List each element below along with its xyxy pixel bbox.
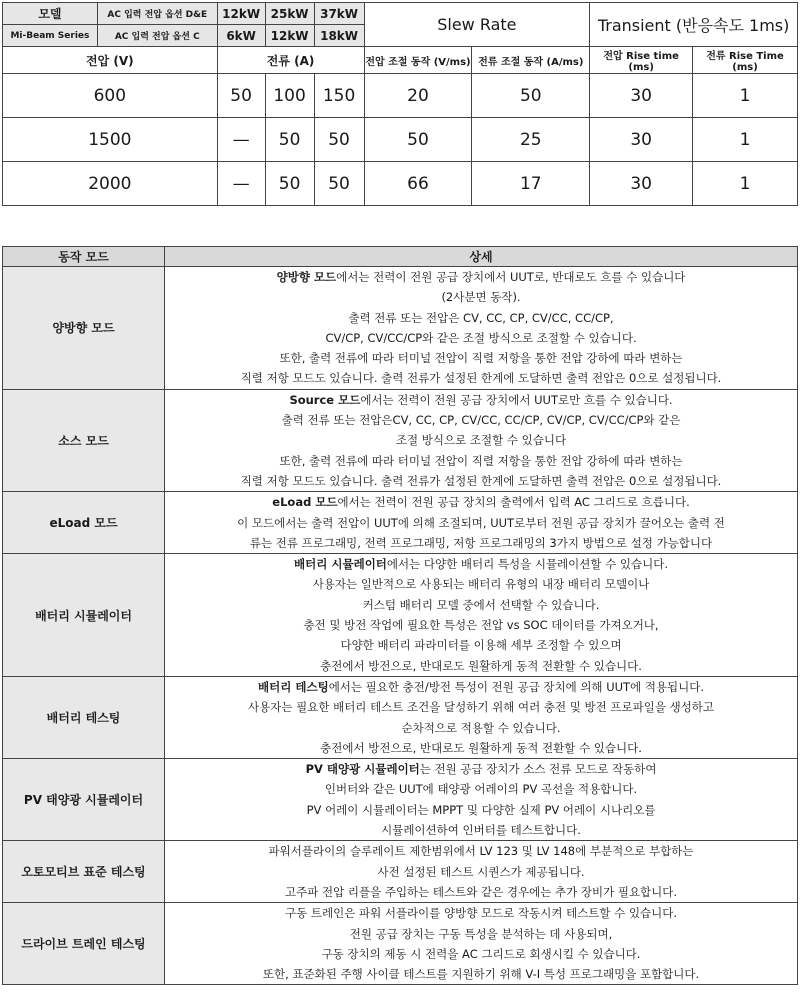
detail-text: 에서는 전력이 전원 공급 장치에서 UUT로, 반대로도 흐를 수 있습니다 [336, 270, 686, 284]
detail-line: 전원 공급 장치는 구동 특성을 분석하는 데 사용되며, [349, 926, 613, 941]
detail-line [169, 903, 793, 923]
detail-text: 에서는 필요한 충전/방전 특성이 전원 공급 장치에 의해 UUT에 적용됩니다. [328, 679, 705, 694]
detail-line [169, 267, 793, 287]
detail-emphasis: Source 모드 [289, 392, 361, 407]
detail-line: 출력 전류 또는 전압은 CV, CC, CP, CV/CC, CC/CP, [348, 310, 614, 325]
detail-line: 또한, 출력 전류에 따라 터미널 전압이 직렬 저항을 통한 전압 강하에 따라 변하는 [279, 453, 683, 468]
detail-line: 다양한 배터리 파라미터를 이용해 세부 조정할 수 있으며 [340, 638, 622, 653]
current-cell: 100 [265, 74, 314, 118]
vrise-cell: 30 [590, 74, 693, 118]
voltage-cell: 1500 [3, 118, 218, 162]
arise-cell: 1 [693, 118, 798, 162]
detail-line [169, 554, 793, 574]
power-de-3: 37kW [314, 3, 364, 25]
series-label: Mi-Beam Series [3, 25, 98, 47]
table-row [3, 162, 798, 206]
option-de-label: AC 입력 전압 옵션 D&E [97, 3, 217, 25]
detail-line: 시뮬레이션하여 인버터를 테스트합니다. [381, 823, 581, 838]
detail-line: 류는 전류 프로그래밍, 전력 프로그래밍, 저항 프로그래밍의 3가지 방법으로 설정 가능합니다 [249, 535, 713, 550]
arise-cell: 1 [693, 74, 798, 118]
table-row [3, 118, 798, 162]
detail-line: 순차적으로 적용할 수 있습니다. [401, 720, 561, 735]
sub-header-aslew: 전류 조절 동작 (A/ms) [472, 47, 590, 74]
detail-emphasis: eLoad 모드 [272, 495, 338, 510]
mode-name: 배터리 테스팅 [3, 676, 165, 758]
mode-name: 양방향 모드 [3, 267, 165, 390]
detail-emphasis: 배터리 테스팅 [258, 679, 329, 694]
mode-name: 오토모티브 표준 테스팅 [3, 841, 165, 903]
detail-line [169, 677, 793, 697]
mode-detail [165, 492, 798, 554]
modes-body [3, 267, 798, 985]
mode-detail [165, 759, 798, 841]
current-cell: — [217, 162, 265, 206]
detail-line: 또한, 표준화된 주행 사이클 테스트를 지원하기 위해 V-I 특성 프로그래밍을 포함합니다. [262, 967, 700, 982]
mode-row [3, 903, 798, 985]
voltage-cell: 2000 [3, 162, 218, 206]
detail-line: 충전 및 방전 작업에 필요한 특성은 전압 vs SOC 데이터를 가져오거나, [303, 618, 659, 633]
detail-line: 충전에서 방전으로, 반대로도 원활하게 동적 전환할 수 있습니다. [320, 658, 642, 673]
mode-row [3, 389, 798, 491]
detail-line [169, 841, 793, 861]
sub-header-arise: 전류 Rise Time (ms) [693, 47, 798, 74]
current-header: 전류 (A) [217, 47, 364, 74]
table-row [3, 74, 798, 118]
vslew-cell: 20 [364, 74, 472, 118]
mode-name: eLoad 모드 [3, 492, 165, 554]
detail-line: 직렬 저항 모드도 있습니다. 출력 전류가 설정된 한계에 도달하면 출력 전압은 0으로 설정됩니다. [240, 371, 722, 386]
detail-line: 조절 방식으로 조절할 수 있습니다 [395, 433, 567, 448]
mode-detail [165, 903, 798, 985]
mode-detail [165, 676, 798, 758]
detail-line [169, 492, 793, 512]
mode-detail [165, 389, 798, 491]
detail-column-header: 상세 [165, 247, 798, 267]
mode-row [3, 676, 798, 758]
mode-row [3, 492, 798, 554]
detail-emphasis: PV 태양광 시뮬레이터 [305, 762, 420, 777]
vrise-cell: 30 [590, 162, 693, 206]
vslew-cell: 66 [364, 162, 472, 206]
sub-header-vrise: 전압 Rise time (ms) [590, 47, 693, 74]
model-label: 모델 [3, 3, 98, 25]
detail-text: 에서는 전력이 전원 공급 장치의 출력에서 입력 AC 그리드로 흐릅니다. [337, 495, 690, 510]
option-c-label: AC 입력 전압 옵션 C [97, 25, 217, 47]
mode-name: 소스 모드 [3, 389, 165, 491]
detail-line: PV 어레이 시뮬레이터는 MPPT 및 다양한 실제 PV 어레이 시나리오를 [306, 802, 656, 817]
current-cell: 50 [314, 162, 364, 206]
aslew-cell: 50 [472, 74, 590, 118]
mode-column-header: 동작 모드 [3, 247, 165, 267]
power-de-2: 25kW [265, 3, 314, 25]
power-c-1: 6kW [217, 25, 265, 47]
mode-row [3, 267, 798, 390]
detail-line: 직렬 저항 모드도 있습니다. 출력 전류가 설정된 한계에 도달하면 출력 전압은 0으로 설정됩니다. [240, 473, 722, 488]
current-cell: 50 [314, 118, 364, 162]
current-cell: 50 [265, 162, 314, 206]
current-cell: 50 [265, 118, 314, 162]
detail-line: 이 모드에서는 출력 전압이 UUT에 의해 조절되며, UUT로부터 전원 공급 장치가 끌어오는 출력 전 [237, 515, 725, 530]
voltage-cell: 600 [3, 74, 218, 118]
mode-detail [165, 554, 798, 677]
mode-row [3, 841, 798, 903]
detail-text: 구동 트레인은 파워 서플라이를 양방향 모드로 작동시켜 테스트할 수 있습니다. [285, 906, 678, 921]
detail-line: 인버터와 같은 UUT에 태양광 어레이의 PV 곡선을 적용합니다. [324, 782, 638, 797]
transient-header: Transient (반응속도 1ms) [590, 3, 798, 47]
aslew-cell: 25 [472, 118, 590, 162]
slew-rate-header: Slew Rate [364, 3, 590, 47]
mode-name: 배터리 시뮬레이터 [3, 554, 165, 677]
current-cell: 150 [314, 74, 364, 118]
power-c-3: 18kW [314, 25, 364, 47]
current-cell: — [217, 118, 265, 162]
detail-line: 충전에서 방전으로, 반대로도 원활하게 동적 전환할 수 있습니다. [320, 740, 642, 755]
power-de-1: 12kW [217, 3, 265, 25]
aslew-cell: 17 [472, 162, 590, 206]
mode-detail [165, 841, 798, 903]
mode-detail [165, 267, 798, 390]
arise-cell: 1 [693, 162, 798, 206]
detail-line: 사전 설정된 테스트 시퀀스가 제공됩니다. [377, 864, 585, 879]
detail-line: CV/CP, CV/CC/CP와 같은 조절 방식으로 조절할 수 있습니다. [325, 330, 637, 345]
detail-line: (2사분면 동작). [441, 290, 521, 305]
detail-emphasis: 배터리 시뮬레이터 [294, 557, 387, 572]
detail-line: 사용자는 일반적으로 사용되는 배터리 유형의 내장 배터리 모델이나 [312, 577, 650, 592]
detail-text: 에서는 전력이 전원 공급 장치에서 UUT로만 흐를 수 있습니다. [360, 392, 673, 407]
detail-line: 고주파 전압 리플을 주입하는 테스트와 같은 경우에는 추가 장비가 필요합니다. [285, 884, 678, 899]
spec-table [2, 2, 798, 206]
detail-line [169, 759, 793, 779]
detail-line: 커스텀 배터리 모델 중에서 선택할 수 있습니다. [362, 597, 600, 612]
mode-row [3, 554, 798, 677]
modes-table [2, 246, 798, 985]
voltage-header: 전압 (V) [3, 47, 218, 74]
current-cell: 50 [217, 74, 265, 118]
detail-line: 또한, 출력 전류에 따라 터미널 전압이 직렬 저항을 통한 전압 강하에 따라 변하는 [279, 351, 683, 366]
power-c-2: 12kW [265, 25, 314, 47]
detail-line: 출력 전류 또는 전압은CV, CC, CP, CV/CC, CC/CP, CV/CP, CV/CC/CP와 같은 [281, 413, 681, 428]
detail-line: 사용자는 필요한 배터리 테스트 조건을 달성하기 위해 여러 충전 및 방전 프로파일을 생성하고 [248, 700, 715, 715]
detail-text: 파워서플라이의 슬루레이트 제한범위에서 LV 123 및 LV 148에 부분적으로 부합하는 [268, 844, 694, 859]
sub-header-vslew: 전압 조절 동작 (V/ms) [364, 47, 472, 74]
mode-row [3, 759, 798, 841]
detail-emphasis: 양방향 모드 [276, 270, 337, 284]
mode-name: 드라이브 트레인 테스팅 [3, 903, 165, 985]
vrise-cell: 30 [590, 118, 693, 162]
detail-line: 구동 장치의 제동 시 전력을 AC 그리드로 회생시킬 수 있습니다. [321, 946, 641, 961]
detail-text: 에서는 다양한 배터리 특성을 시뮬레이션할 수 있습니다. [386, 557, 668, 572]
detail-text: 는 전원 공급 장치가 소스 전류 모드로 작동하여 [419, 762, 657, 777]
vslew-cell: 50 [364, 118, 472, 162]
detail-line [169, 390, 793, 410]
mode-name: PV 태양광 시뮬레이터 [3, 759, 165, 841]
